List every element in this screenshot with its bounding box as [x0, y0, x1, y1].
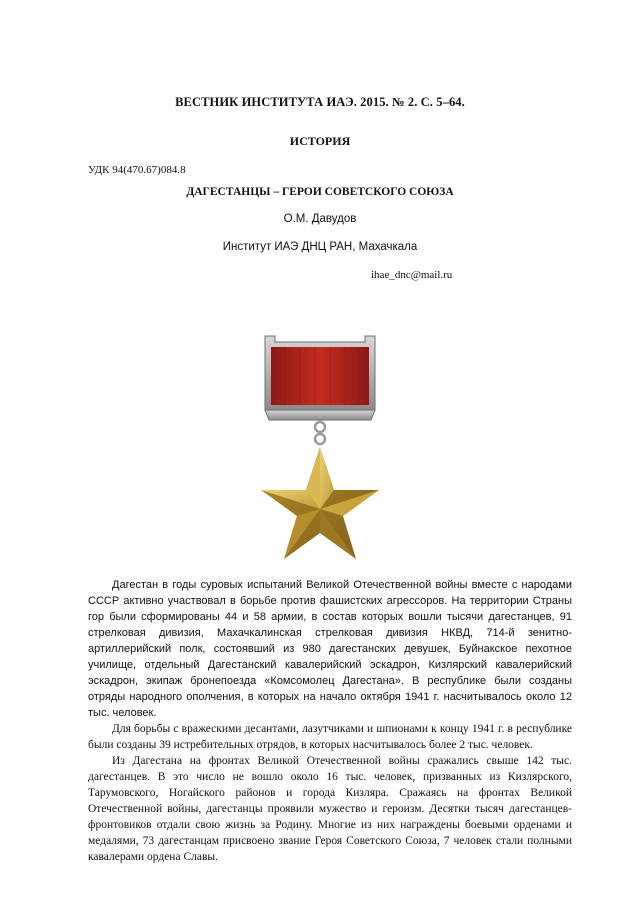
section-title: ИСТОРИЯ	[289, 134, 351, 148]
udk-code: УДК 94(470.67)084.8	[88, 164, 186, 176]
author-affiliation: Институт ИАЭ ДНЦ РАН, Махачкала	[222, 241, 418, 253]
author-email: ihae_dnc@mail.ru	[371, 269, 453, 281]
journal-header: ВЕСТНИК ИНСТИТУТА ИАЭ. 2015. № 2. С. 5–64.	[175, 95, 465, 109]
paragraph-2: Для борьбы с вражескими десантами, лазутчиками и шпионами к концу 1941 г. в республике были созданы 39 истребительных отрядов, в которых насчитывалось более 2 тыс. человек.	[88, 723, 572, 751]
article-title: ДАГЕСТАНЦЫ – ГЕРОИ СОВЕТСКОГО СОЮЗА	[186, 186, 454, 198]
gold-star-medal-image	[255, 332, 385, 572]
paragraph-1: Дагестан в годы суровых испытаний Великой Отечественной войны вместе с народами СССР активно участвовал в борьбе против фашистских агрессоров. На территории Страны гор были сформированы 44 и 58 армии, в состав которых вошли тысячи дагестанцев, 91 стрелковая дивизия, Махачкалинская стрелковая дивизия НКВД, 714-й зенитно-артиллерийский полк, состоявший из 980 дагестанских девушек, Буйнакское пехотное училище, отдельный Дагестанский кавалерийский эскадрон, Кизлярский кавалерийский эскадрон, экипаж бронепоезда «Комсомолец Дагестана». В республике были созданы отряды народного ополчения, в которых на начало октября 1941 г. насчитывалось около 12 тыс. человек.	[88, 579, 572, 719]
article-body	[88, 577, 572, 865]
author-name: О.М. Давудов	[283, 213, 357, 225]
paragraph-3: Из Дагестана на фронтах Великой Отечественной войны сражались свыше 142 тыс. дагестанцев. В это число не вошло около 16 тыс. человек, призванных из Кизлярского, Тарумовского, Ногайского районов и города Кизляра. Сражаясь на фронтах Великой Отечественной войны, дагестанцы проявили мужество и героизм. Десятки тысяч дагестанцев-фронтовиков отдали свою жизнь за Родину. Многие из них награждены боевыми орденами и медалями, 73 дагестанцам присвоено звание Героя Советского Союза, 7 человек стали полными кавалерами ордена Славы.	[88, 755, 572, 863]
